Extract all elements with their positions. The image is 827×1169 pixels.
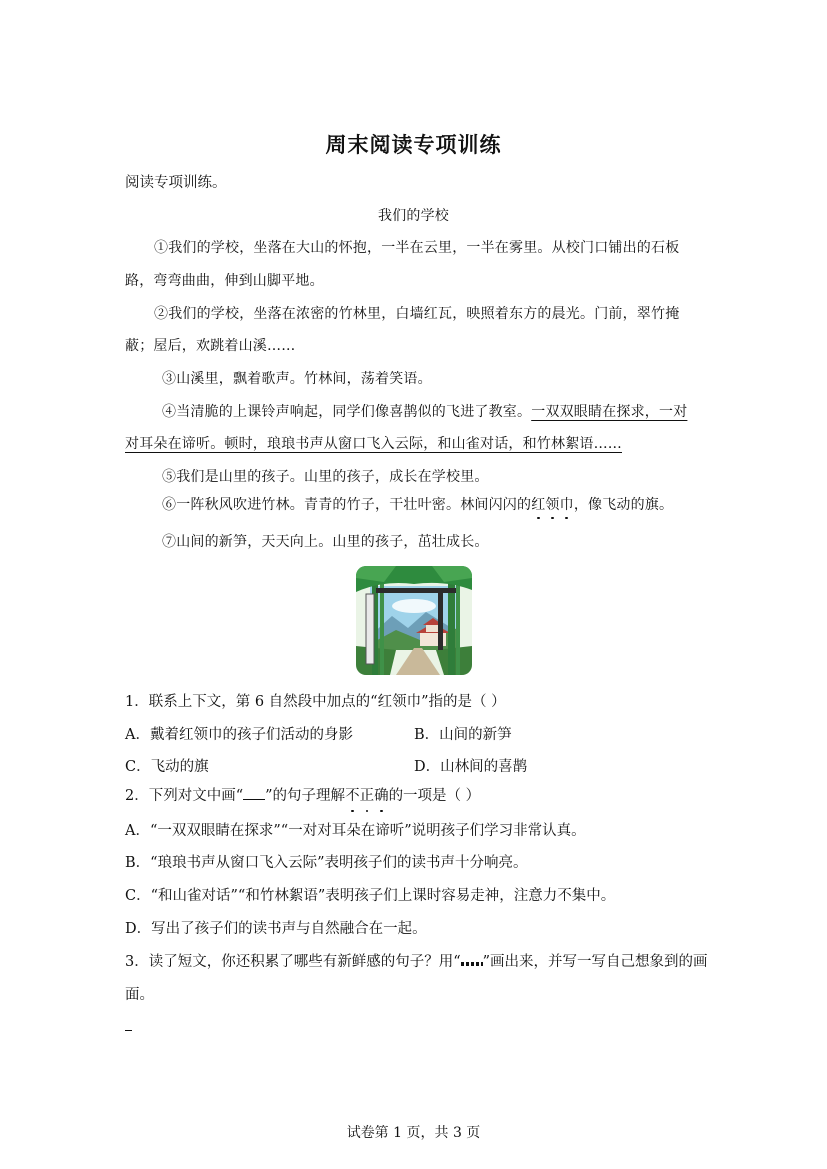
question-3-line-2: 面。: [125, 987, 154, 1003]
school-illustration: [356, 566, 472, 675]
page-title: 周末阅读专项训练: [325, 132, 502, 157]
paragraph-1-line-1: ①我们的学校，坐落在大山的怀抱，一半在云里，一半在雾里。从校门口铺出的石板: [154, 240, 680, 256]
question-1-option-d[interactable]: D．山林间的喜鹊: [414, 759, 528, 775]
underlined-sentence-part-1: 一双双眼睛在探求，一对: [531, 404, 688, 420]
paragraph-2-line-2: 蔽；屋后，欢跳着山溪……: [125, 338, 296, 354]
paragraph-6: [162, 494, 673, 514]
dotted-char: 巾: [560, 494, 574, 514]
wavy-line-mark: [461, 954, 483, 966]
question-2-stem: [125, 785, 480, 807]
page-footer: 试卷第 1 页，共 3 页: [346, 1125, 481, 1141]
paragraph-1-line-2: 路，弯弯曲曲，伸到山脚平地。: [125, 273, 324, 289]
question-2-option-b[interactable]: B．“琅琅书声从窗口飞入云际”表明孩子们的读书声十分响亮。: [125, 855, 528, 871]
paragraph-3: ③山溪里，飘着歌声。竹林间，荡着笑语。: [162, 371, 432, 387]
paragraph-5: ⑤我们是山里的孩子。山里的孩子，成长在学校里。: [162, 469, 489, 485]
paragraph-4-line-1: [162, 401, 687, 421]
paragraph-6-before: ⑥一阵秋风吹进竹林。青青的竹子，干壮叶密。林间闪闪的: [162, 497, 532, 513]
question-2-option-a[interactable]: A．“一双双眼睛在探求”“一对对耳朵在谛听”说明孩子们学习非常认真。: [125, 823, 586, 839]
question-3-before: 3．读了短文，你还积累了哪些有新鲜感的句子？用“: [125, 954, 461, 970]
question-2-option-d[interactable]: D．写出了孩子们的读书声与自然融合在一起。: [125, 921, 427, 937]
question-2-stem-middle: ”的句子理解: [265, 788, 346, 804]
dotted-char: 红: [531, 494, 545, 514]
paragraph-6-after: ，像飞动的旗。: [573, 497, 674, 513]
passage-heading: 我们的学校: [378, 208, 449, 224]
dotted-char: 领: [545, 494, 559, 514]
school-illustration-svg: [356, 566, 472, 675]
dotted-char: 正: [360, 785, 375, 807]
dotted-char: 确: [374, 785, 389, 807]
underline-mark: [243, 787, 265, 800]
question-2-stem-after: 的一项是（ ）: [388, 788, 481, 804]
answer-line[interactable]: [125, 1030, 132, 1031]
paragraph-7: ⑦山间的新笋，天天向上。山里的孩子，茁壮成长。: [162, 534, 489, 550]
question-1-option-a[interactable]: A．戴着红领巾的孩子们活动的身影: [125, 727, 353, 743]
question-1-stem: 1．联系上下文，第 6 自然段中加点的“红领巾”指的是（ ）: [125, 694, 506, 710]
intro-text: 阅读专项训练。: [125, 175, 227, 191]
question-1-option-b[interactable]: B．山间的新笋: [414, 727, 512, 743]
paragraph-4-plain: ④当清脆的上课铃声响起，同学们像喜鹊似的飞进了教室。: [162, 404, 532, 420]
underlined-sentence-part-2: 对耳朵在谛听。顿时，琅琅书声从窗口飞入云际，和山雀对话，和竹林絮语……: [125, 436, 622, 452]
question-2-stem-before: 2．下列对文中画“: [125, 788, 244, 804]
question-3-after: ”画出来，并写一写自己想象到的画: [482, 954, 708, 970]
paragraph-2-line-1: ②我们的学校，坐落在浓密的竹林里，白墙红瓦，映照着东方的晨光。门前，翠竹掩: [154, 306, 680, 322]
question-3-line-1: [125, 951, 708, 973]
dotted-char: 不: [345, 785, 360, 807]
question-2-option-c[interactable]: C．“和山雀对话”“和竹林絮语”表明孩子们上课时容易走神，注意力不集中。: [125, 888, 616, 904]
question-1-option-c[interactable]: C．飞动的旗: [125, 759, 209, 775]
